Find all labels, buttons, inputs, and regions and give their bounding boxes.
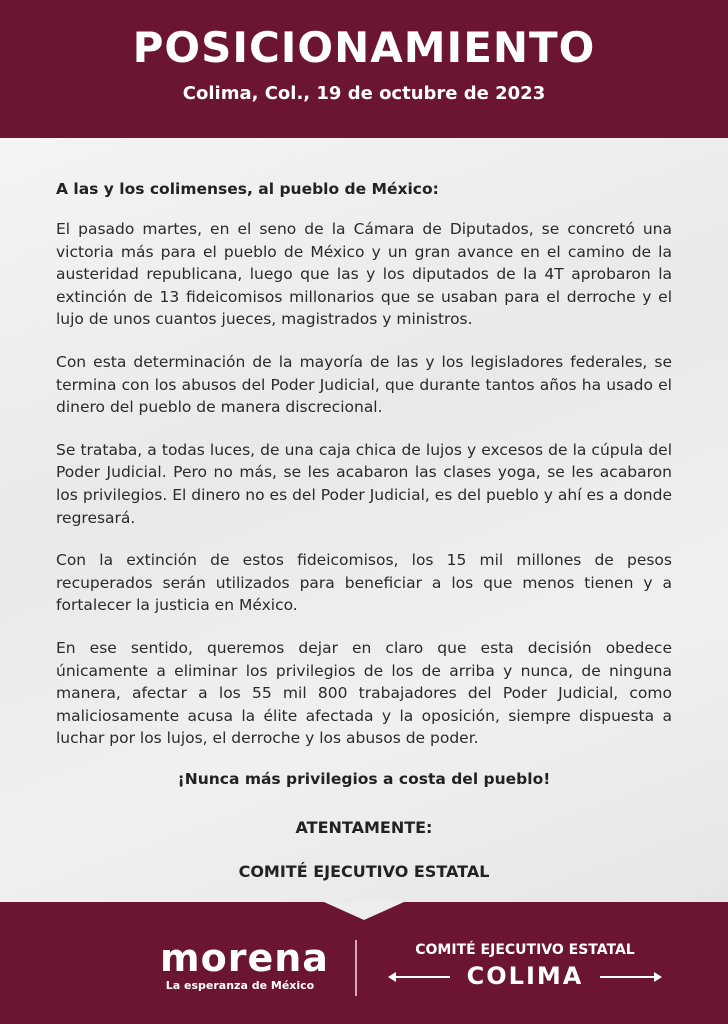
arrow-right-icon — [600, 976, 660, 978]
paragraph-1: El pasado martes, en el seno de la Cámara de Diputados, se concretó una victoria más para el pueblo de México y un gran avance en el camino de la austeridad republicana, luego que las y los diputados de la 4T aprobaron la extinción de 13 fideicomisos millonarios que se usaban para el derroche y el lujo de unos cuantos jueces, magistrados y ministros. — [56, 220, 672, 329]
footer-banner — [0, 902, 728, 1024]
salutation: A las y los colimenses, al pueblo de México: — [56, 180, 439, 198]
page-title: POSICIONAMIENTO — [132, 23, 596, 72]
paragraph-2: Con esta determinación de la mayoría de las y los legisladores federales, se termina con los abusos del Poder Judicial, que durante tantos años ha usado el dinero del pueblo de manera discrecional. — [56, 352, 672, 417]
slogan: ¡Nunca más privilegios a costa del pueblo! — [177, 769, 551, 788]
paragraph-3: Se trataba, a todas luces, de una caja chica de lujos y excesos de la cúpula del Poder Judicial. Pero no más, se les acabaron las clases yoga, se les acabaron los privilegios. El dinero no es del Poder Judicial, es del pueblo y ahí es a donde regresará. — [56, 440, 672, 527]
closing: ATENTAMENTE: — [295, 818, 433, 837]
paragraph-4: Con la extinción de estos fideicomisos, los 15 mil millones de pesos recuperados serán utilizados para beneficiar a los que menos tienen y a fortalecer la justicia en México. — [56, 551, 672, 615]
paragraph-5: En ese sentido, queremos dejar en claro que esta decisión obedece únicamente a eliminar los privilegios de los de arriba y nunca, de ninguna manera, afectar a los 55 mil 800 trabajadores del Poder Judicial, como maliciosamente acusa la élite afectada y la oposición, siempre dispuesta a luchar por los lujos, el derroche y los abusos de poder. — [56, 638, 672, 748]
header-banner — [0, 0, 728, 138]
signature: COMITÉ EJECUTIVO ESTATAL — [238, 862, 490, 881]
committee-label: COMITÉ EJECUTIVO ESTATAL — [415, 942, 635, 958]
footer-divider — [355, 940, 357, 996]
state-label: COLIMA — [466, 962, 584, 990]
statement-body — [56, 178, 672, 788]
morena-logo: morena — [160, 936, 329, 980]
footer-notch — [324, 902, 404, 920]
state-row — [380, 962, 670, 992]
date-line: Colima, Col., 19 de octubre de 2023 — [182, 83, 546, 104]
logo-tagline: La esperanza de México — [165, 979, 315, 992]
arrow-left-icon — [390, 976, 450, 978]
